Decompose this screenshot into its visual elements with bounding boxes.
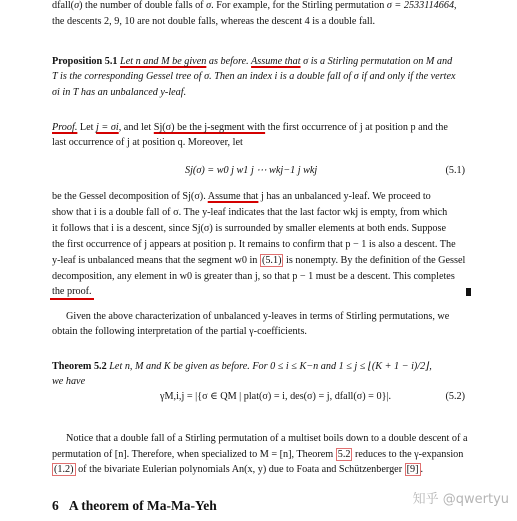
equation-reference-link[interactable]: (5.1) — [261, 255, 282, 266]
proof-paragraph-line-6: decomposition, any element in w0 is greater than j, so that p − 1 must be a descent. This completes — [52, 271, 455, 282]
proof-paragraph-line-2: show that i is a double fall of σ. The y-leaf indicates that the last factor wkj is empty, from which — [52, 207, 448, 218]
underlined-phrase: Sj(σ) be the j-segment with — [153, 122, 266, 133]
notice-line-3 — [52, 463, 423, 476]
proposition-label: Proposition 5.1 — [52, 56, 118, 67]
text-segment: be the Gessel decomposition of Sj(σ). — [52, 191, 208, 202]
math-sigma: σ — [206, 0, 212, 11]
intro-line-1 — [52, 0, 457, 12]
underlined-phrase: Assume that — [251, 56, 301, 67]
proposition-line-1 — [52, 55, 452, 68]
text-segment: Let — [77, 122, 97, 133]
equation-5-2: γM,i,j = |{σ ∈ QM | plat(σ) = i, des(σ) = j, dfall(σ) = 0}|. — [160, 391, 392, 402]
section-title: A theorem of Ma-Ma-Yeh — [68, 498, 217, 513]
equation-number-5-2: (5.2) — [445, 391, 465, 402]
math-sigma: σ — [74, 0, 80, 11]
citation-link[interactable]: [9] — [406, 464, 419, 475]
proof-paragraph-line-7: the proof. — [52, 286, 92, 297]
underlined-phrase: Assume that — [207, 191, 259, 202]
text-segment: is nonempty. By the definition of the Gessel — [283, 255, 466, 266]
qed-marker — [466, 288, 471, 296]
given-line-2: obtain the following interpretation of the partial γ-coefficients. — [52, 326, 307, 337]
zhihu-watermark: 知乎 @qwertyu — [412, 492, 509, 507]
text-segment: reduces to the γ-expansion — [352, 449, 464, 460]
text-segment: , — [454, 0, 457, 11]
red-underline-mark — [50, 298, 94, 300]
text-segment: ) the number of double falls of — [79, 0, 207, 11]
text-segment: σ is a Stirling permutation on M and — [300, 56, 453, 67]
proposition-line-2: T is the corresponding Gessel tree of σ. Then an index i is a double fall of σ if and only if the vertex — [52, 71, 456, 82]
theorem-line-2: we have — [52, 376, 86, 387]
underlined-phrase: j = σi — [96, 122, 119, 133]
equation-number-5-1: (5.1) — [445, 165, 465, 176]
text-segment: permutation of [n]. Therefore, when specialized to M = [n], Theorem — [52, 449, 336, 460]
proposition-line-3: σi in T has an unbalanced y-leaf. — [52, 87, 187, 98]
text-segment: y-leaf is unbalanced means that the segment w0 in — [52, 255, 260, 266]
intro-line-2: the descents 2, 9, 10 are not double falls, whereas the descent 4 is a double fall. — [52, 16, 376, 27]
theorem-line-1 — [52, 360, 432, 373]
proof-paragraph-line-3: it follows that i is a descent, since Sj(σ) is surrounded by smaller elements at both ends. Suppose — [52, 223, 446, 234]
section-heading — [52, 498, 217, 514]
section-number: 6 — [52, 498, 59, 513]
proof-line-1 — [52, 121, 448, 134]
text-segment: dfall( — [52, 0, 75, 11]
equation-reference-link[interactable]: (1.2) — [54, 464, 74, 475]
math-example-permutation: σ = 2533114664 — [386, 0, 455, 11]
theorem-reference-link[interactable]: 5.2 — [337, 449, 351, 460]
text-segment: as before. — [206, 56, 252, 67]
underlined-phrase: Let n and M be given — [120, 56, 207, 67]
theorem-label: Theorem 5.2 — [52, 361, 107, 372]
proof-paragraph-line-5 — [52, 254, 465, 267]
notice-line-2 — [52, 448, 463, 461]
text-segment: . For example, for the Stirling permutation — [211, 0, 387, 11]
equation-5-1: Sj(σ) = w0 j w1 j ⋯ wkj−1 j wkj — [185, 165, 318, 176]
text-segment: . — [420, 464, 424, 475]
text-segment: , and let — [118, 122, 154, 133]
text-segment: j has an unbalanced y-leaf. We proceed to — [258, 191, 431, 202]
proof-paragraph-line-1 — [52, 190, 431, 203]
proof-label: Proof. — [52, 122, 78, 133]
text-segment: Let n, M and K be given as before. For 0 ≤ i ≤ K−n and 1 ≤ j ≤ ⌊(K + 1 − i)/2⌋, — [106, 361, 432, 372]
given-line-1: Given the above characterization of unbalanced y-leaves in terms of Stirling permutations, we — [66, 311, 450, 322]
text-segment: of the bivariate Eulerian polynomials An(x, y) due to Foata and Schützenberger — [75, 464, 405, 475]
notice-line-1: Notice that a double fall of a Stirling permutation of a multiset boils down to a double descent of a — [66, 433, 468, 444]
proof-line-2: last occurrence of j at position q. Moreover, let — [52, 137, 243, 148]
text-segment: the first occurrence of j at position p and the — [265, 122, 448, 133]
proof-paragraph-line-4: the first occurrence of j appears at position p. It remains to confirm that p − 1 is also a descent. The — [52, 239, 456, 250]
